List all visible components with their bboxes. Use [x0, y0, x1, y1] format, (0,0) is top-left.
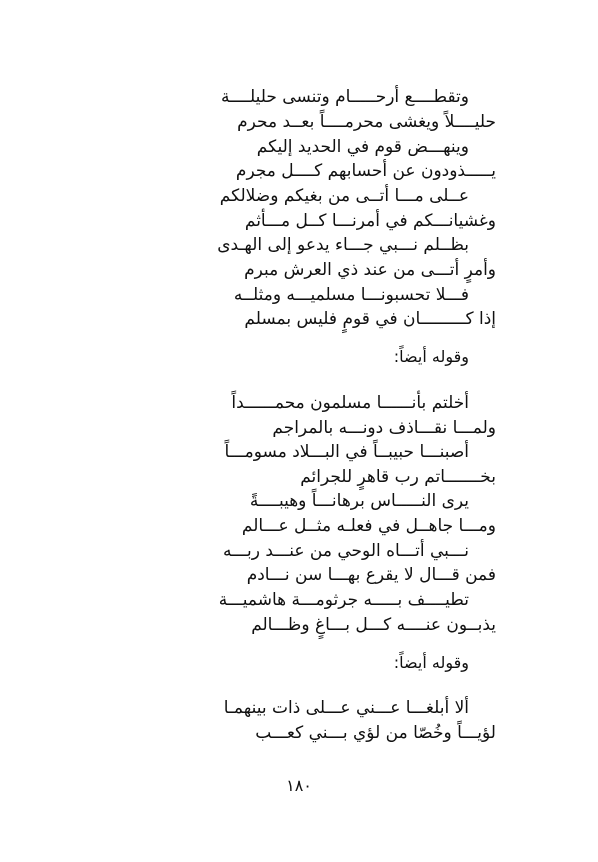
verse-line: بظــلم نـــبي جـــاء يدعو إلى الهـدى [217, 235, 469, 255]
verse-line: ألا أبلغـــا عـــني عـــلى ذات بينهمـا [223, 698, 469, 718]
verse-line: نـــبي أتـــاه الوحي من عنـــد ربـــه [222, 541, 469, 561]
section-heading: وقوله أيضاً: [393, 347, 469, 366]
verse-line: حليــــلاً ويغشى محرمــــاً بعــد محرم [237, 112, 496, 132]
verse-line: لؤيـــاً وخُصّا من لؤي بـــني كعـــب [255, 723, 496, 743]
verse-line: يذبــون عنــــه كـــل بـــاغٍ وظـــالم [251, 615, 496, 635]
verse-line: تطيــــف بـــــه جرثومـــة هاشميـــة [218, 590, 469, 610]
verse-line: ولمـــا نقـــاذف دونـــه بالمراجم [272, 418, 496, 438]
verse-line: إذا كـــــــــان في قومٍ فليس بمسلم [244, 309, 496, 329]
verse-line: فمن قـــال لا يقرع بهـــا سن نـــادم [246, 565, 496, 585]
section-heading: وقوله أيضاً: [393, 653, 469, 672]
verse-line: يـــــذودون عن أحسابهم كــــل مجرم [235, 161, 496, 181]
verse-line: وينهـــض قوم في الحديد إليكم [256, 137, 469, 157]
verse-line: أصبنـــا حبيبــاً في البـــلاد مسومـــاً [224, 442, 469, 462]
verse-line: عــلى مـــا أتــى من بغيكم وضلالكم [219, 186, 469, 206]
verse-line: يرى النـــــاس برهانـــاً وهيبــــةً [249, 491, 469, 511]
verse-line: بخـــــــاتم رب قاهرٍ للجرائم [300, 467, 496, 487]
verse-line: وتقطــــع أرحـــــام وتنسى حليلــــة [220, 87, 469, 107]
verse-line: وأمرٍ أتـــى من عند ذي العرش مبرم [244, 260, 496, 280]
verse-line: فـــلا تحسبونـــا مسلميـــه ومثلــه [233, 285, 469, 305]
verse-line: وغشيانـــكم في أمرنـــا كــل مـــأثم [244, 211, 496, 231]
verse-line: أخلتم بأنــــــا مسلمون محمــــــداً [231, 393, 469, 413]
page-number: ١٨٠ [286, 776, 312, 795]
verse-line: ومـــا جاهــل في فعلـه مثــل عـــالم [241, 516, 496, 536]
